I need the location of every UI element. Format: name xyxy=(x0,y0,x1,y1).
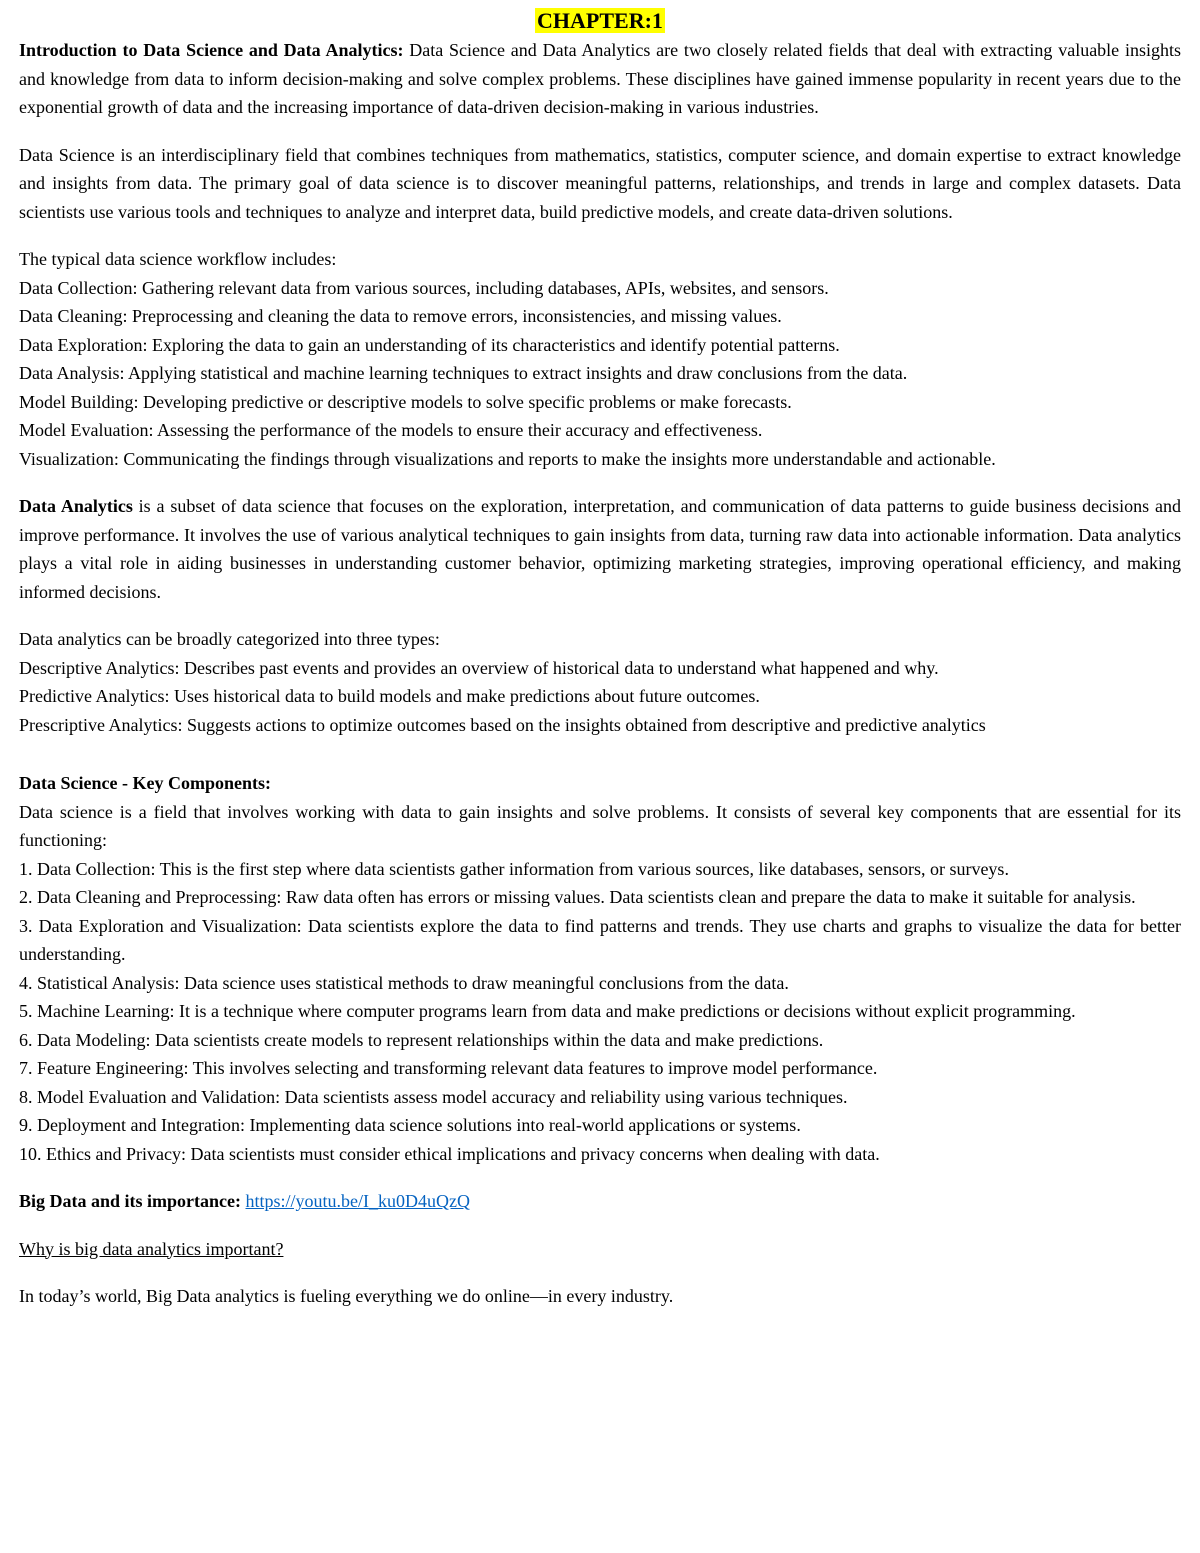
analytics-text: is a subset of data science that focuses on the exploration, interpretation, and communication of data patterns to guide business decisions and improve performance. It involves the use of various analytical techniques to gain insights from data, turning raw data into actionable information. Data analytics plays a vital role in aiding businesses in understanding customer behavior, optimizing marketing strategies, improving operational efficiency, and making informed decisions. xyxy=(19,496,1181,602)
workflow-item: Model Building: Developing predictive or descriptive models to solve specific problems or make forecasts. xyxy=(19,391,792,412)
analytics-heading: Data Analytics xyxy=(19,496,133,516)
components-section xyxy=(19,769,1181,1168)
workflow-item: Data Collection: Gathering relevant data from various sources, including databases, APIs, websites, and sensors. xyxy=(19,277,829,298)
workflow-item: Data Analysis: Applying statistical and machine learning techniques to extract insights and draw conclusions from the data. xyxy=(19,363,908,383)
analytics-type-item: Prescriptive Analytics: Suggests actions to optimize outcomes based on the insights obtained from descriptive and predictive analytics xyxy=(19,714,986,735)
chapter-title xyxy=(19,6,1181,36)
document-page xyxy=(19,0,1181,1311)
workflow-item: Data Exploration: Exploring the data to gain an understanding of its characteristics and identify potential patterns. xyxy=(19,334,840,355)
component-item: 2. Data Cleaning and Preprocessing: Raw data often has errors or missing values. Data scientists clean and prepare the data to make it suitable for analysis. xyxy=(19,887,1136,907)
component-item: 6. Data Modeling: Data scientists create models to represent relationships within the data and make predictions. xyxy=(19,1029,824,1050)
component-item: 7. Feature Engineering: This involves selecting and transforming relevant data features to improve model performance. xyxy=(19,1058,878,1078)
analytics-type-item: Descriptive Analytics: Describes past events and provides an overview of historical data to understand what happened and why. xyxy=(19,657,939,678)
workflow-item: Data Cleaning: Preprocessing and cleaning the data to remove errors, inconsistencies, and missing values. xyxy=(19,306,782,326)
big-data-heading: Big Data and its importance: xyxy=(19,1191,241,1211)
component-item: 9. Deployment and Integration: Implementing data science solutions into real-world applications or systems. xyxy=(19,1115,801,1135)
analytics-paragraph xyxy=(19,492,1181,606)
why-important-heading: Why is big data analytics important? xyxy=(19,1238,284,1259)
analytics-types-section xyxy=(19,625,1181,739)
data-science-paragraph: Data Science is an interdisciplinary field that combines techniques from mathematics, statistics, computer science, and domain expertise to extract knowledge and insights from data. The primary goal of data science is to discover meaningful patterns, relationships, and trends in large and complex datasets. Data scientists use various tools and techniques to analyze and interpret data, build predictive models, and create data-driven solutions. xyxy=(19,144,1181,222)
big-data-video-link[interactable]: https://youtu.be/I_ku0D4uQzQ xyxy=(245,1191,470,1211)
intro-heading: Introduction to Data Science and Data Analytics: xyxy=(19,40,404,60)
components-intro: Data science is a field that involves working with data to gain insights and solve problems. It consists of several key components that are essential for its functioning: xyxy=(19,801,1181,850)
workflow-item: Model Evaluation: Assessing the performance of the models to ensure their accuracy and effectiveness. xyxy=(19,420,763,440)
component-item: 4. Statistical Analysis: Data science uses statistical methods to draw meaningful conclusions from the data. xyxy=(19,972,789,993)
analytics-type-item: Predictive Analytics: Uses historical data to build models and make predictions about future outcomes. xyxy=(19,686,760,706)
component-item: 8. Model Evaluation and Validation: Data scientists assess model accuracy and reliability using various techniques. xyxy=(19,1086,848,1107)
big-data-line xyxy=(19,1187,1181,1216)
chapter-title-text: CHAPTER:1 xyxy=(537,8,663,33)
intro-text: Data Science and Data Analytics are two closely related fields that deal with extracting valuable insights and knowledge from data to inform decision-making and solve complex problems. These disciplines have gained immense popularity in recent years due to the exponential growth of data and the increasing importance of data-driven decision-making in various industries. xyxy=(19,40,1181,117)
component-item: 1. Data Collection: This is the first step where data scientists gather information from various sources, like databases, sensors, or surveys. xyxy=(19,858,1009,879)
intro-paragraph xyxy=(19,36,1181,122)
components-heading: Data Science - Key Components: xyxy=(19,773,271,793)
closing-paragraph: In today’s world, Big Data analytics is fueling everything we do online—in every industry. xyxy=(19,1286,674,1306)
component-item: 5. Machine Learning: It is a technique where computer programs learn from data and make predictions or decisions without explicit programming. xyxy=(19,1001,1076,1021)
analytics-types-intro: Data analytics can be broadly categorized into three types: xyxy=(19,629,440,649)
workflow-intro: The typical data science workflow includes: xyxy=(19,249,337,269)
workflow-item: Visualization: Communicating the findings through visualizations and reports to make the insights more understandable and actionable. xyxy=(19,448,996,469)
component-item: 3. Data Exploration and Visualization: Data scientists explore the data to find patterns and trends. They use charts and graphs to visualize the data for better understanding. xyxy=(19,915,1181,964)
workflow-section xyxy=(19,245,1181,473)
component-item: 10. Ethics and Privacy: Data scientists must consider ethical implications and privacy concerns when dealing with data. xyxy=(19,1143,880,1164)
